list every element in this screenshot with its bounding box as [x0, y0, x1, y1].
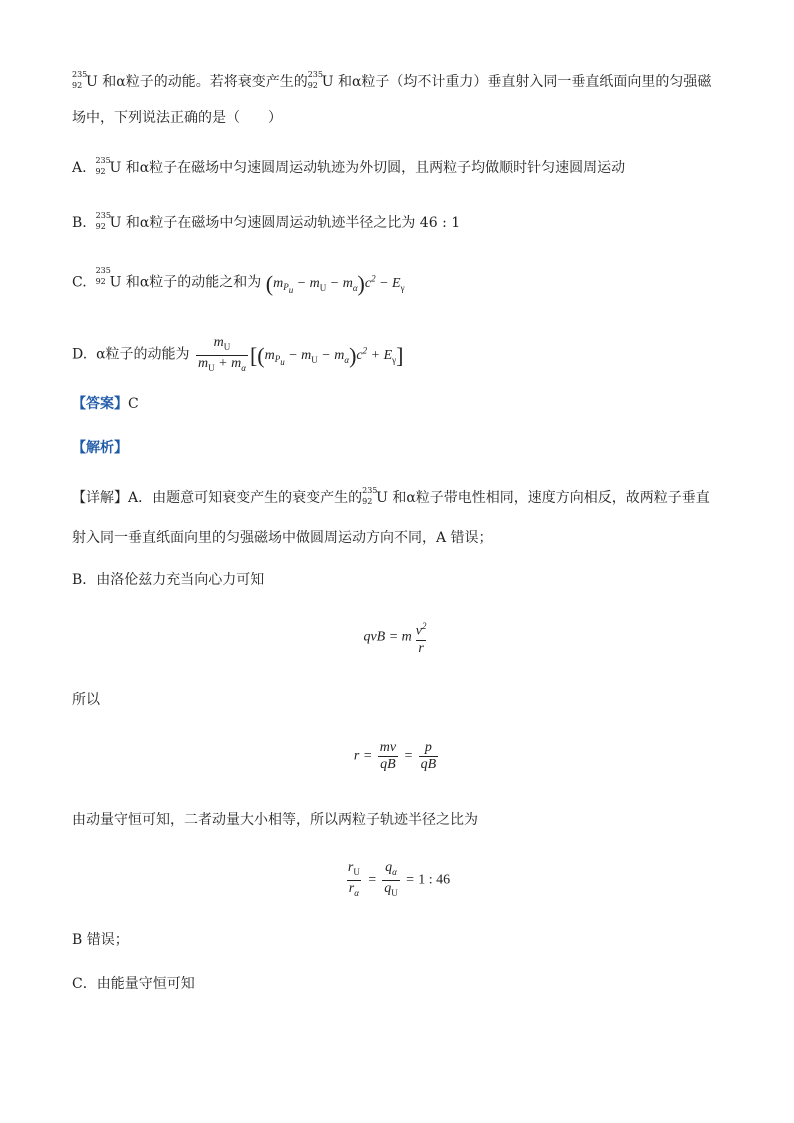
ratio-value: 1 : 46: [418, 872, 451, 888]
analysis-tag: 【解析】: [72, 440, 128, 456]
isotope-u235: 235 92: [72, 70, 88, 90]
formula-lorentz: qvB = m $\frac{v^2}{r}$: [363, 621, 427, 656]
answer-value: C: [128, 396, 139, 412]
question-intro-line-2: 场中，下列说法正确的是（ ）: [72, 110, 282, 126]
option-b: B. 235 92 U 和α粒子在磁场中匀速圆周运动轨迹半径之比为 46 : 1: [72, 211, 461, 231]
option-d-formula: $\frac{m_U}{m_U + m_\alpha}$ $[(m_{P_u} - m_U - m_\alpha)c^2 + E_\gamma]$: [194, 348, 403, 363]
answer-line: [72, 394, 139, 414]
detail-so: 所以: [72, 692, 100, 708]
option-c: C. 235 92 U 和α粒子的动能之和为 $(m_{P_u} - m_U - m_\alpha)c^2 - E_\gamma$: [72, 266, 405, 296]
answer-tag: 【答案】: [72, 396, 128, 412]
option-c-formula: $(m_{P_u} - m_U - m_\alpha)c^2 - E_\gamma$: [265, 270, 405, 296]
formula-ratio: $\frac{r_U}{r_\alpha}$ = $\frac{q_\alpha}{q_U}$ = 1 : 46: [0, 860, 794, 901]
detail-momentum: 由动量守恒可知，二者动量大小相等，所以两粒子轨迹半径之比为: [72, 812, 478, 828]
detail-line-1: 【详解】A．由题意可知衰变产生的衰变产生的 235 92 U 和α粒子带电性相同，速度方向相反，故两粒子垂直: [72, 486, 710, 506]
detail-line-2: 射入同一垂直纸面向里的匀强磁场中做圆周运动方向不同，A 错误；: [72, 530, 493, 546]
formula-radius: r = $\frac{mv}{qB}$ = $\frac{p}{qB}$: [353, 740, 437, 772]
option-d: D. α粒子的动能为 $\frac{m_U}{m_U + m_\alpha}$ $[(m_{P_u} - m_U - m_\alpha)c^2 + E_\gamma]$: [72, 330, 403, 370]
detail-c-intro: C．由能量守恒可知: [72, 976, 195, 992]
detail-b-intro: B．由洛伦兹力充当向心力可知: [72, 572, 265, 588]
option-a: A. 235 92 U 和α粒子在磁场中匀速圆周运动轨迹为外切圆，且两粒子均做顺时针匀速圆周运动: [72, 156, 626, 176]
detail-b-wrong: B 错误；: [72, 932, 129, 948]
question-intro-line-1: 235 92 U 和α粒子的动能。若将衰变产生的 235 92 U 和α粒子（均不计重力）垂直射入同一垂直纸面向里的匀强磁: [72, 70, 712, 90]
isotope-u235: 235 92: [307, 70, 323, 90]
